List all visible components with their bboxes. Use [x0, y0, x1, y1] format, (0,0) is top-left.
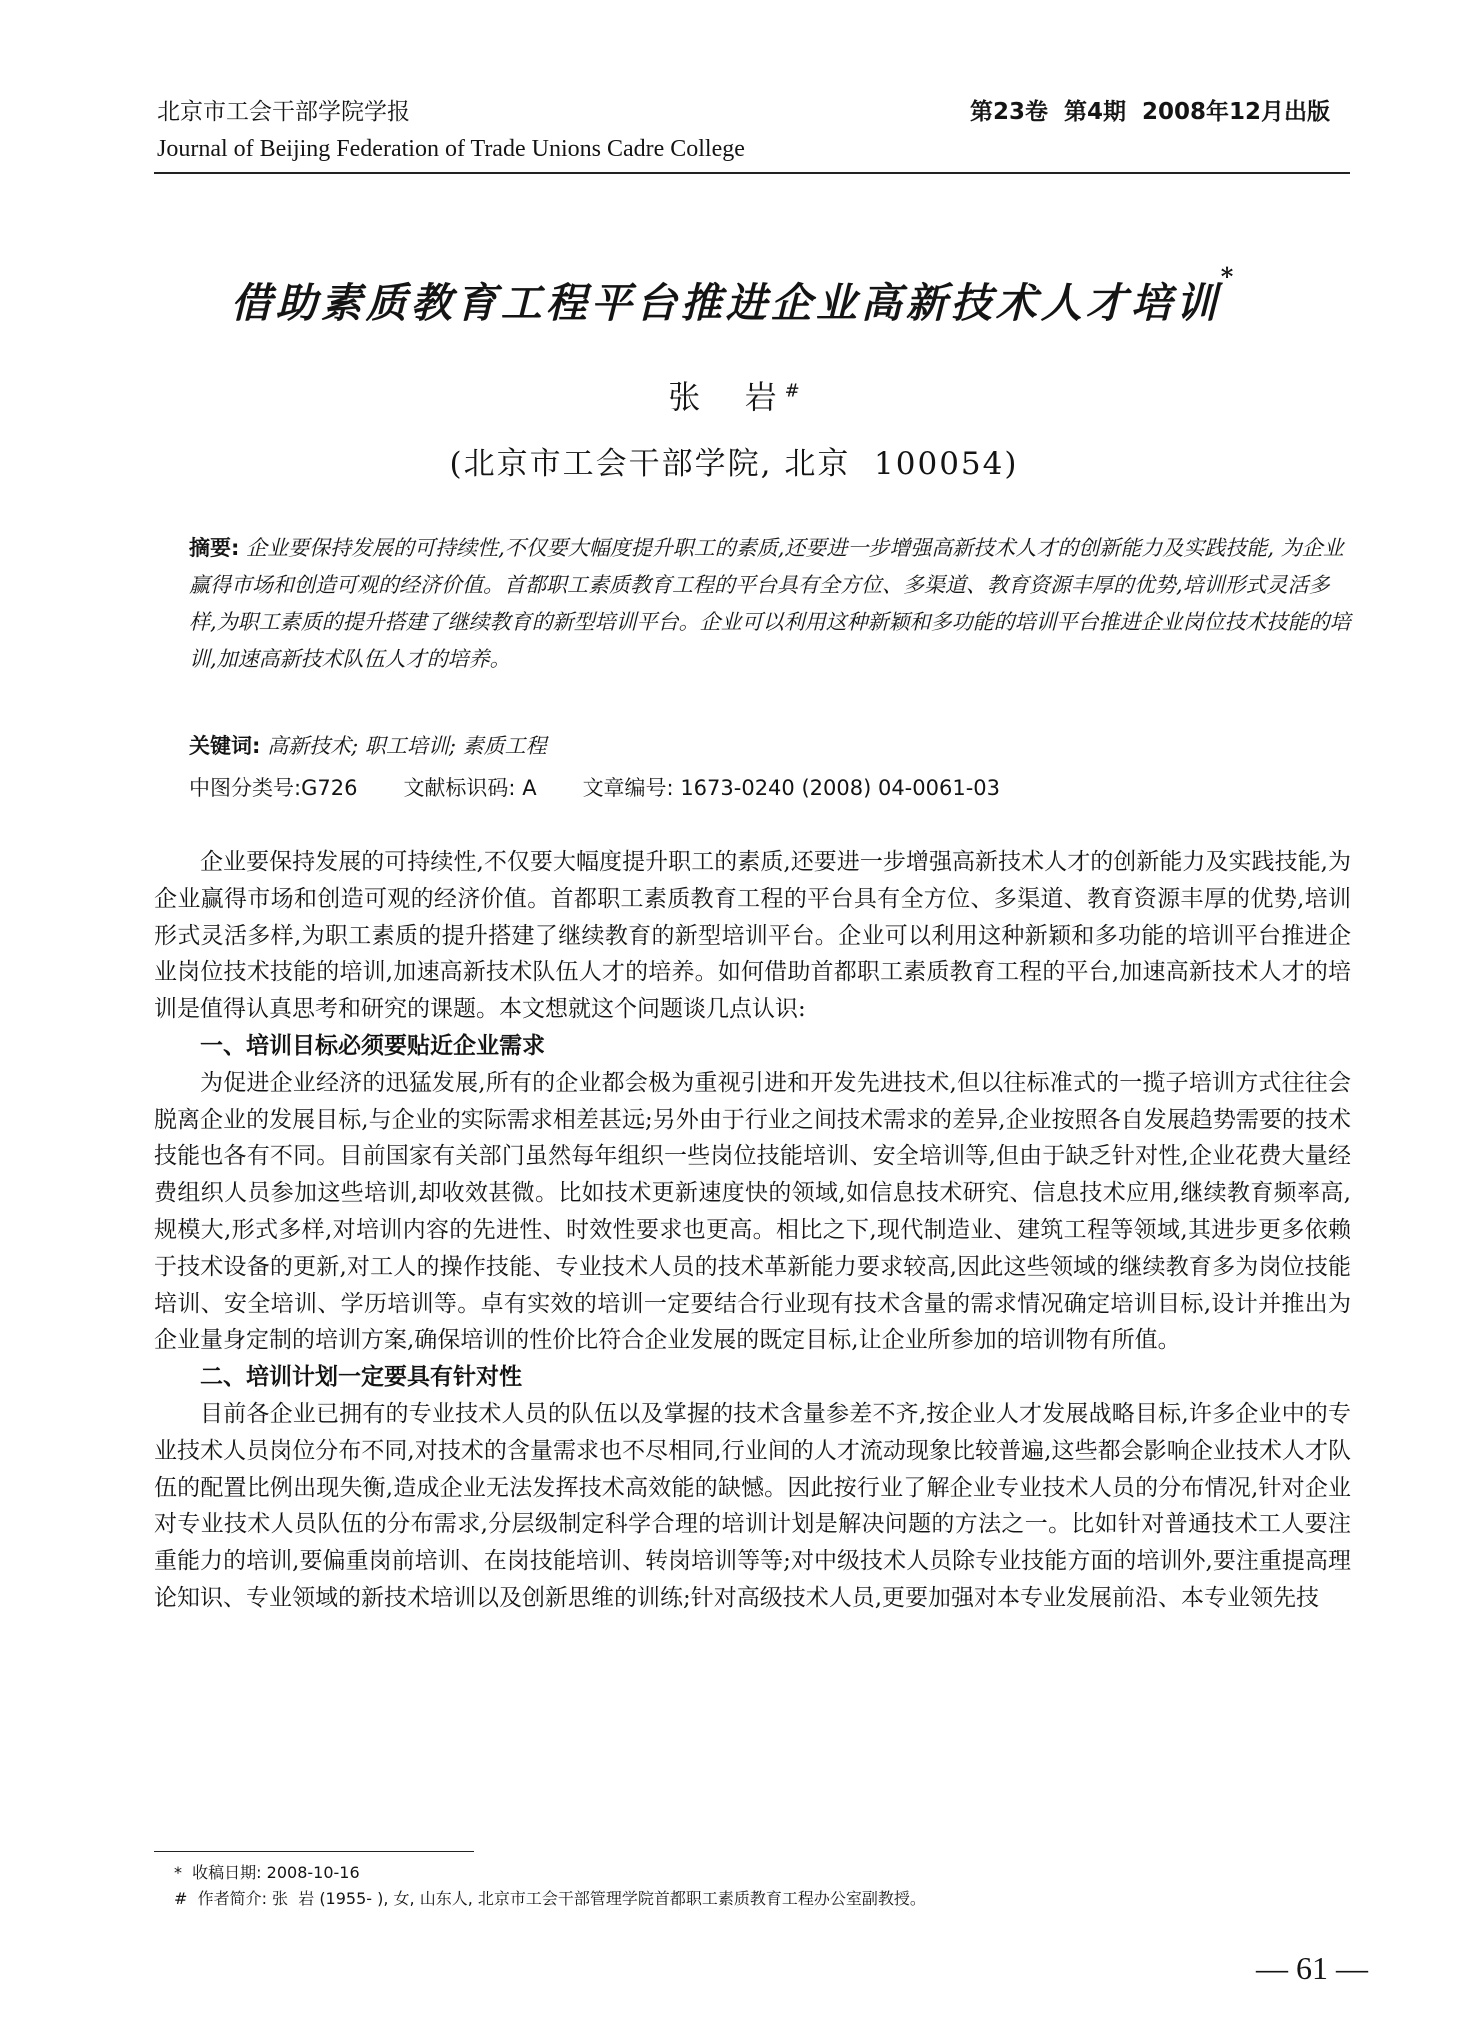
section-2-paragraph: 目前各企业已拥有的专业技术人员的队伍以及掌握的技术含量参差不齐,按企业人才发展战略目标,许多企业中的专业技术人员岗位分布不同,对技术的含量需求也不尽相同,行业间的人才流动现象比较普遍,这些都会影响企业技术人才队伍的配置比例出现失衡,造成企业无法发挥技术高效能的缺憾。因此按行业了解企业专业技术人员的分布情况,针对企业对专业技术人员队伍的分布需求,分层级制定科学合理的培训计划是解决问题的方法之一。比如针对普通技术工人要注重能力的培训,要偏重岗前培训、在岗技能培训、转岗培训等等;对中级技术人员除专业技能方面的培训外,要注重提高理论知识、专业领域的新技术培训以及创新思维的训练;针对高级技术人员,更要加强对本专业发展前沿、本专业领先技	[154, 1400, 1351, 1611]
document-code: 文献标识码: A	[403, 776, 537, 800]
journal-name-cn: 北京市工会干部学院学报	[157, 99, 410, 125]
page-number: — 61 —	[1256, 1950, 1368, 1986]
classification-line	[189, 772, 1000, 804]
intro-paragraph: 企业要保持发展的可持续性,不仅要大幅度提升职工的素质,还要进一步增强高新技术人才的创新能力及实践技能,为企业赢得市场和创造可观的经济价值。首都职工素质教育工程的平台具有全方位、多渠道、教育资源丰厚的优势,培训形式灵活多样,为职工素质的提升搭建了继续教育的新型培训平台。企业可以利用这种新颖和多功能的培训平台推进企业岗位技术技能的培训,加速高新技术队伍人才的培养。如何借助首都职工素质教育工程的平台,加速高新技术人才的培训是值得认真思考和研究的课题。本文想就这个问题谈几点认识:	[154, 849, 1351, 1023]
article-title-text: 借助素质教育工程平台推进企业高新技术人才培训	[230, 279, 1221, 327]
header-divider	[154, 172, 1350, 174]
footnote-author-bio: # 作者简介: 张 岩 (1955- ), 女, 山东人, 北京市工会干部管理学院首都职工素质教育工程办公室副教授。	[174, 1889, 926, 1908]
footnote-received-date: * 收稿日期: 2008-10-16	[174, 1863, 360, 1882]
abstract	[189, 530, 1354, 678]
keywords-text: 高新技术; 职工培训; 素质工程	[260, 734, 547, 758]
section-1-paragraph: 为促进企业经济的迅猛发展,所有的企业都会极为重视引进和开发先进技术,但以往标准式的一揽子培训方式往往会脱离企业的发展目标,与企业的实际需求相差甚远;另外由于行业之间技术需求的差异,企业按照各自发展趋势需要的技术技能也各有不同。目前国家有关部门虽然每年组织一些岗位技能培训、安全培训等,但由于缺乏针对性,企业花费大量经费组织人员参加这些培训,却收效甚微。比如技术更新速度快的领域,如信息技术研究、信息技术应用,继续教育频率高,规模大,形式多样,对培训内容的先进性、时效性要求也更高。相比之下,现代制造业、建筑工程等领域,其进步更多依赖于技术设备的更新,对工人的操作技能、专业技术人员的技术革新能力要求较高,因此这些领域的继续教育多为岗位技能培训、安全培训、学历培训等。卓有实效的培训一定要结合行业现有技术含量的需求情况确定培训目标,设计并推出为企业量身定制的培训方案,确保培训的性价比符合企业发展的既定目标,让企业所参加的培训物有所值。	[154, 1069, 1351, 1354]
title-footnote-mark: *	[1220, 262, 1238, 291]
keywords	[189, 730, 547, 762]
issue-info: 第23卷 第4期 2008年12月出版	[969, 99, 1330, 125]
article-body	[154, 844, 1351, 1617]
article-number: 文章编号: 1673-0240 (2008) 04-0061-03	[582, 776, 1000, 800]
author	[0, 372, 1468, 418]
clc-number: 中图分类号:G726	[189, 776, 358, 800]
section-heading-1: 一、培训目标必须要贴近企业需求	[200, 1032, 545, 1059]
abstract-text: 企业要保持发展的可持续性,不仅要大幅度提升职工的素质,还要进一步增强高新技术人才的创新能力及实践技能, 为企业赢得市场和创造可观的经济价值。首都职工素质教育工程的平台具有全方位、多渠道、教育资源丰厚的优势,培训形式灵活多样,为职工素质的提升搭建了继续教育的新型培训平台。企业可以利用这种新颖和多功能的培训平台推进企业岗位技术技能的培训,加速高新技术队伍人才的培养。	[189, 536, 1351, 671]
article-title	[0, 262, 1468, 329]
running-header-left	[157, 96, 745, 166]
affiliation: (北京市工会干部学院, 北京 100054)	[449, 446, 1019, 482]
section-heading-2: 二、培训计划一定要具有针对性	[200, 1364, 522, 1391]
journal-name-en: Journal of Beijing Federation of Trade Unions Cadre College	[157, 136, 745, 162]
author-name: 张 岩	[668, 378, 785, 416]
footnotes	[174, 1860, 926, 1912]
footnote-divider	[154, 1851, 474, 1852]
author-footnote-mark: #	[784, 380, 800, 402]
keywords-label: 关键词:	[189, 734, 261, 758]
abstract-label: 摘要:	[189, 536, 240, 560]
